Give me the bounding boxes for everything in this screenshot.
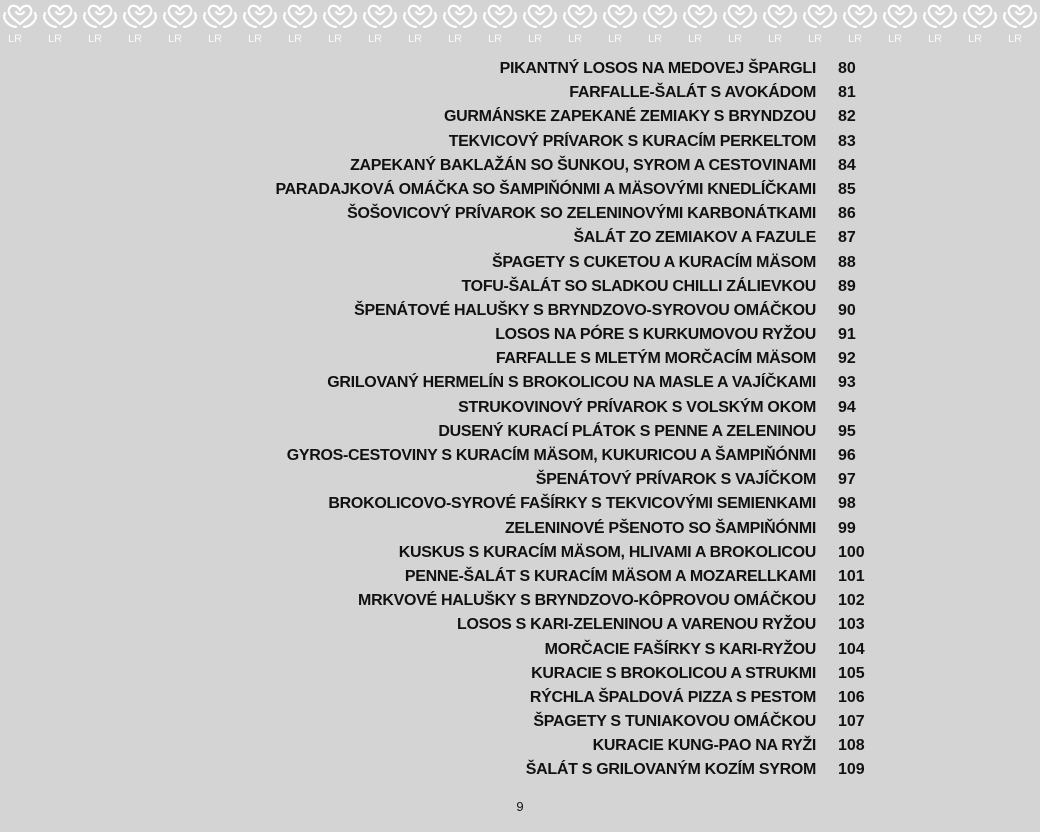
- toc-entry-page: 90: [838, 301, 856, 319]
- toc-entry-title: ŠPENÁTOVÉ HALUŠKY S BRYNDZOVO-SYROVOU OMÁČKOU: [354, 301, 816, 319]
- lotus-heart-ornament-icon: [244, 6, 276, 27]
- toc-entry: [0, 686, 1040, 710]
- toc-entry: [0, 420, 1040, 444]
- lotus-heart-ornament-icon: [484, 6, 516, 27]
- decorative-banner: [0, 0, 1040, 44]
- toc-entry: [0, 347, 1040, 371]
- lotus-heart-ornament-icon: [444, 6, 476, 27]
- brand-logo-mark: LR: [8, 33, 23, 44]
- brand-logo-mark: LR: [48, 33, 63, 44]
- toc-entry-title: STRUKOVINOVÝ PRÍVAROK S VOLSKÝM OKOM: [458, 398, 816, 416]
- lotus-heart-ornament-icon: [164, 6, 196, 27]
- lotus-heart-ornament-icon: [644, 6, 676, 27]
- toc-entry: [0, 130, 1040, 154]
- brand-logo-mark: LR: [728, 33, 743, 44]
- toc-entry: [0, 154, 1040, 178]
- brand-logo-mark: LR: [808, 33, 823, 44]
- brand-logo-mark: LR: [768, 33, 783, 44]
- toc-entry-title: MRKVOVÉ HALUŠKY S BRYNDZOVO-KÔPROVOU OMÁČKOU: [358, 592, 816, 610]
- lotus-heart-ornament-icon: [204, 6, 236, 27]
- brand-logo-mark: LR: [688, 33, 703, 44]
- brand-logo-mark: LR: [608, 33, 623, 44]
- lotus-heart-ornament-icon: [524, 6, 556, 27]
- toc-entry-page: 83: [838, 132, 856, 150]
- toc-entry-page: 89: [838, 277, 856, 295]
- toc-entry: [0, 517, 1040, 541]
- toc-entry-page: 96: [838, 447, 856, 464]
- toc-entry-title: PARADAJKOVÁ OMÁČKA SO ŠAMPIŇÓNMI A MÄSOVÝMI KNEDLÍČKAMI: [275, 180, 816, 198]
- toc-entry: [0, 81, 1040, 105]
- banner-ornament-strip: [0, 0, 1040, 44]
- toc-entry: [0, 275, 1040, 299]
- toc-entry-page: 80: [838, 60, 856, 77]
- toc-entry-title: LOSOS S KARI-ZELENINOU A VARENOU RYŽOU: [457, 616, 816, 634]
- lotus-heart-ornament-icon: [564, 6, 596, 27]
- toc-entry-title: BROKOLICOVO-SYROVÉ FAŠÍRKY S TEKVICOVÝMI SEMIENKAMI: [328, 495, 816, 513]
- toc-entry-page: 103: [838, 616, 865, 634]
- toc-entry-page: 93: [838, 374, 856, 392]
- brand-logo-mark: LR: [488, 33, 503, 44]
- lotus-heart-ornament-icon: [84, 6, 116, 27]
- lotus-heart-ornament-icon: [924, 6, 956, 27]
- toc-entry-page: 95: [838, 422, 856, 440]
- toc-entry-title: MORČACIE FAŠÍRKY S KARI-RYŽOU: [544, 640, 816, 658]
- brand-logo-mark: LR: [368, 33, 383, 44]
- toc-entry-title: RÝCHLA ŠPALDOVÁ PIZZA S PESTOM: [529, 688, 816, 706]
- toc-entry-title: PIKANTNÝ LOSOS NA MEDOVEJ ŠPARGLI: [499, 60, 816, 77]
- toc-entry-page: 97: [838, 471, 856, 489]
- toc-entry-title: ZELENINOVÉ PŠENOTO SO ŠAMPIŇÓNMI: [504, 519, 816, 537]
- brand-logo-mark: LR: [248, 33, 263, 44]
- toc-entry: [0, 468, 1040, 492]
- toc-entry: [0, 57, 1040, 81]
- toc-entry-title: KURACIE S BROKOLICOU A STRUKMI: [531, 664, 816, 682]
- toc-entry-page: 84: [838, 156, 856, 174]
- lotus-heart-ornament-icon: [284, 6, 316, 27]
- toc-entry: [0, 105, 1040, 129]
- lotus-heart-ornament-icon: [404, 6, 436, 27]
- toc-entry-page: 102: [838, 592, 865, 610]
- toc-entry: [0, 371, 1040, 395]
- toc-entry: [0, 226, 1040, 250]
- lotus-heart-ornament-icon: [804, 6, 836, 27]
- toc-entry-page: 91: [838, 326, 856, 344]
- lotus-heart-ornament-icon: [964, 6, 996, 27]
- brand-logo-mark: LR: [288, 33, 303, 44]
- toc-entry-title: GRILOVANÝ HERMELÍN S BROKOLICOU NA MASLE A VAJÍČKAMI: [327, 374, 816, 392]
- toc-entry: [0, 565, 1040, 589]
- toc-entry: [0, 396, 1040, 420]
- toc-entry-page: 109: [838, 761, 865, 779]
- toc-entry: [0, 323, 1040, 347]
- brand-logo-mark: LR: [568, 33, 583, 44]
- toc-entry: [0, 589, 1040, 613]
- lotus-heart-ornament-icon: [324, 6, 356, 27]
- toc-entry-page: 106: [838, 688, 865, 706]
- brand-logo-mark: LR: [848, 33, 863, 44]
- toc-entry-page: 101: [838, 567, 865, 585]
- brand-logo-mark: LR: [528, 33, 543, 44]
- page-number: 9: [516, 799, 524, 814]
- toc-entry-title: ŠALÁT S GRILOVANÝM KOZÍM SYROM: [525, 761, 816, 779]
- toc-entry-title: DUSENÝ KURACÍ PLÁTOK S PENNE A ZELENINOU: [438, 422, 816, 440]
- table-of-contents: [0, 57, 1040, 783]
- toc-entry-title: ŠPAGETY S TUNIAKOVOU OMÁČKOU: [533, 713, 816, 731]
- toc-entry: [0, 758, 1040, 782]
- toc-entry-title: FARFALLE S MLETÝM MORČACÍM MÄSOM: [495, 350, 816, 368]
- toc-entry-title: TEKVICOVÝ PRÍVAROK S KURACÍM PERKELTOM: [448, 132, 816, 150]
- toc-entry-page: 100: [838, 543, 865, 561]
- toc-entry-page: 104: [838, 640, 865, 658]
- toc-entry: [0, 492, 1040, 516]
- toc-entry: [0, 638, 1040, 662]
- brand-logo-mark: LR: [968, 33, 983, 44]
- toc-entry-page: 86: [838, 205, 856, 223]
- toc-entry: [0, 444, 1040, 468]
- brand-logo-mark: LR: [208, 33, 223, 44]
- toc-entry-page: 92: [838, 350, 856, 368]
- toc-entry-title: GYROS-CESTOVINY S KURACÍM MÄSOM, KUKURICOU A ŠAMPIŇÓNMI: [286, 447, 816, 464]
- toc-entry-title: KURACIE KUNG-PAO NA RYŽI: [592, 737, 816, 755]
- lotus-heart-ornament-icon: [1004, 6, 1036, 27]
- toc-entry-page: 99: [838, 519, 856, 537]
- toc-entry: [0, 178, 1040, 202]
- brand-logo-mark: LR: [88, 33, 103, 44]
- toc-entry: [0, 299, 1040, 323]
- toc-entry-title: ŠPENÁTOVÝ PRÍVAROK S VAJÍČKOM: [535, 471, 816, 489]
- toc-entry: [0, 734, 1040, 758]
- lotus-heart-ornament-icon: [844, 6, 876, 27]
- lotus-heart-ornament-icon: [364, 6, 396, 27]
- toc-entry-page: 108: [838, 737, 865, 755]
- toc-entry-title: KUSKUS S KURACÍM MÄSOM, HLIVAMI A BROKOLICOU: [398, 543, 816, 561]
- toc-entry-page: 87: [838, 229, 856, 247]
- lotus-heart-ornament-icon: [124, 6, 156, 27]
- toc-entry: [0, 541, 1040, 565]
- toc-entry-title: FARFALLE-ŠALÁT S AVOKÁDOM: [569, 84, 816, 102]
- toc-entry-title: LOSOS NA PÓRE S KURKUMOVOU RYŽOU: [495, 326, 816, 344]
- toc-entry-page: 82: [838, 108, 856, 126]
- toc-entry: [0, 613, 1040, 637]
- toc-entry: [0, 662, 1040, 686]
- lotus-heart-ornament-icon: [684, 6, 716, 27]
- toc-entry-title: TOFU-ŠALÁT SO SLADKOU CHILLI ZÁLIEVKOU: [461, 277, 816, 295]
- brand-logo-mark: LR: [888, 33, 903, 44]
- lotus-heart-ornament-icon: [4, 6, 36, 27]
- toc-entry-page: 85: [838, 180, 856, 198]
- toc-entry-title: PENNE-ŠALÁT S KURACÍM MÄSOM A MOZARELLKAMI: [404, 567, 816, 585]
- brand-logo-mark: LR: [1008, 33, 1023, 44]
- toc-entry: [0, 251, 1040, 275]
- toc-entry-title: ŠOŠOVICOVÝ PRÍVAROK SO ZELENINOVÝMI KARBONÁTKAMI: [347, 205, 816, 223]
- toc-entry: [0, 202, 1040, 226]
- toc-entry-page: 88: [838, 253, 856, 271]
- brand-logo-mark: LR: [408, 33, 423, 44]
- lotus-heart-ornament-icon: [724, 6, 756, 27]
- toc-entry: [0, 710, 1040, 734]
- toc-entry-title: ŠPAGETY S CUKETOU A KURACÍM MÄSOM: [491, 253, 816, 271]
- toc-entry-title: GURMÁNSKE ZAPEKANÉ ZEMIAKY S BRYNDZOU: [443, 108, 816, 126]
- brand-logo-mark: LR: [328, 33, 343, 44]
- brand-logo-mark: LR: [448, 33, 463, 44]
- lotus-heart-ornament-icon: [764, 6, 796, 27]
- toc-entry-page: 81: [838, 84, 856, 102]
- brand-logo-mark: LR: [928, 33, 943, 44]
- toc-entry-page: 94: [838, 398, 856, 416]
- toc-entry-page: 98: [838, 495, 856, 513]
- toc-entry-title: ZAPEKANÝ BAKLAŽÁN SO ŠUNKOU, SYROM A CESTOVINAMI: [350, 156, 816, 174]
- lotus-heart-ornament-icon: [44, 6, 76, 27]
- brand-logo-mark: LR: [648, 33, 663, 44]
- toc-entry-page: 105: [838, 664, 865, 682]
- lotus-heart-ornament-icon: [604, 6, 636, 27]
- brand-logo-mark: LR: [168, 33, 183, 44]
- toc-entry-page: 107: [838, 713, 865, 731]
- lotus-heart-ornament-icon: [884, 6, 916, 27]
- toc-entry-title: ŠALÁT ZO ZEMIAKOV A FAZULE: [573, 229, 816, 247]
- brand-logo-mark: LR: [128, 33, 143, 44]
